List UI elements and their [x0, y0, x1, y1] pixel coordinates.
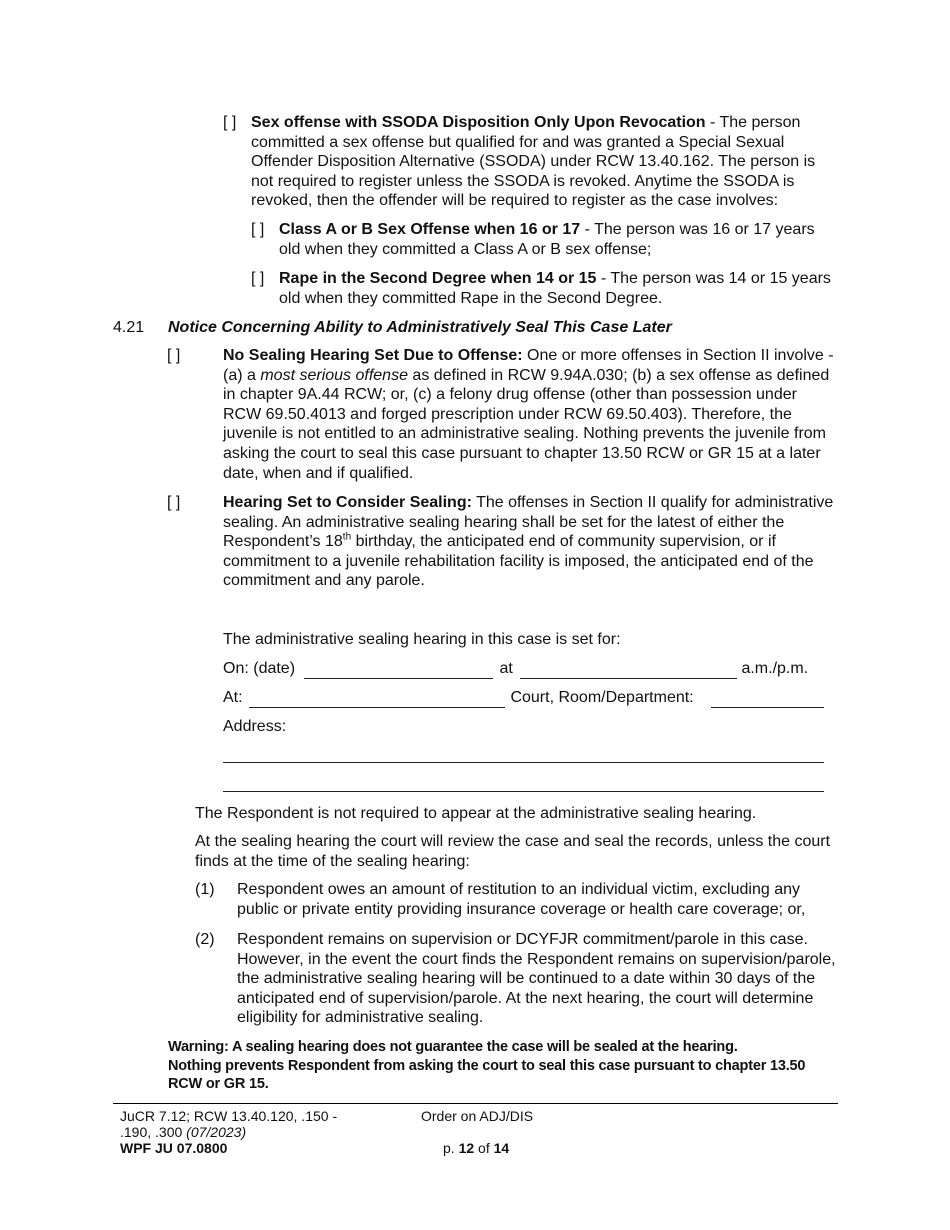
ampm-label: a.m./p.m. — [737, 660, 809, 677]
no-sealing-paragraph — [223, 346, 835, 483]
no-sealing-text-b: as defined in RCW 9.94A.030; (b) a sex offense as defined in chapter 9A.44 RCW; or, (c) a felony drug offense (other than possession under RCW 69.50.4013 and forged prescription under RCW 69.50.403). Therefore, the juvenile is not entitled to an administrative sealing. Nothing prevents the juvenile from asking the court to seal this case pursuant to chapter 13.50 RCW or GR 15 at a later date, when and if qualified. — [223, 366, 830, 482]
page-total: 14 — [493, 1140, 510, 1156]
court-field[interactable] — [249, 688, 505, 708]
page-current: 12 — [458, 1140, 475, 1156]
review-text: At the sealing hearing the court will review the case and seal the records, unless the court finds at the time of the sealing hearing: — [195, 833, 831, 870]
set-for-text: The administrative sealing hearing in this case is set for: — [223, 631, 621, 648]
hearing-set-paragraph — [223, 493, 835, 591]
class-ab-title: Class A or B Sex Offense when 16 or 17 — [279, 221, 581, 238]
section-number: 4.21 — [113, 319, 145, 336]
room-field[interactable] — [711, 688, 824, 708]
room-label: Court, Room/Department: — [506, 689, 699, 706]
hearing-set-sup: th — [342, 531, 352, 543]
rape-second-title: Rape in the Second Degree when 14 or 15 — [279, 270, 597, 287]
address-label: Address: — [223, 718, 287, 735]
condition-2-number: (2) — [195, 931, 215, 948]
footer-rule — [113, 1103, 838, 1104]
ssoda-checkbox[interactable]: [ ] — [223, 114, 237, 131]
page-prefix: p. — [443, 1140, 459, 1156]
rape-second-checkbox[interactable]: [ ] — [251, 270, 265, 287]
warning-line-1: Warning: A sealing hearing does not guarantee the case will be sealed at the hearing. — [168, 1039, 738, 1055]
not-required-text: The Respondent is not required to appear at the administrative sealing hearing. — [195, 805, 757, 822]
footer-rule-line-2 — [120, 1124, 246, 1140]
class-ab-text: - The person was 16 or 17 years old when they committed a Class A or B sex offense; — [279, 221, 815, 258]
class-ab-checkbox[interactable]: [ ] — [251, 221, 265, 238]
footer-page-number — [443, 1140, 509, 1156]
condition-1-number: (1) — [195, 881, 215, 898]
address-line-1[interactable] — [223, 762, 824, 763]
ssoda-paragraph — [251, 113, 836, 211]
no-sealing-em: most serious offense — [260, 366, 408, 384]
date-field[interactable] — [304, 659, 493, 679]
rape-second-text: - The person was 14 or 15 years old when they committed Rape in the Second Degree. — [279, 270, 831, 307]
class-ab-paragraph — [279, 220, 834, 259]
hearing-set-text-a: The offenses in Section II qualify for administrative sealing. An administrative sealing hearing shall be set for the latest of either the Respondent’s 18 — [223, 494, 834, 551]
hearing-set-title: Hearing Set to Consider Sealing: — [223, 494, 472, 511]
footer-rule-ref: .190, .300 — [120, 1124, 187, 1140]
no-sealing-checkbox[interactable]: [ ] — [167, 347, 181, 364]
condition-2-text: Respondent remains on supervision or DCYFJR commitment/parole in this case. However, in the event the court finds the Respondent remains on supervision/parole, the administrative sealing hearing will be continued to a date within 30 days of the anticipated end of supervision/parole. At the next hearing, the court will determine eligibility for administrative sealing. — [237, 931, 836, 1027]
rape-second-paragraph — [279, 269, 834, 308]
warning-line-2: Nothing prevents Respondent from asking the court to seal this case pursuant to chapter 13.50 RCW or GR 15. — [168, 1058, 806, 1092]
footer-rule-line-1: JuCR 7.12; RCW 13.40.120, .150 - — [120, 1108, 338, 1124]
page-of: of — [474, 1140, 494, 1156]
footer-doc-title: Order on ADJ/DIS — [421, 1108, 534, 1124]
address-line-2[interactable] — [223, 791, 824, 792]
footer-form-id: WPF JU 07.0800 — [120, 1140, 228, 1156]
at-time-label: at — [495, 660, 518, 677]
at-court-label: At: — [223, 689, 243, 706]
time-field[interactable] — [520, 659, 737, 679]
no-sealing-text-a: One or more offenses in Section II involve - (a) a — [223, 347, 834, 384]
condition-1-text: Respondent owes an amount of restitution to an individual victim, excluding any public or private entity providing insurance coverage or health care coverage; or, — [237, 881, 806, 918]
ssoda-title: Sex offense with SSODA Disposition Only Upon Revocation — [251, 114, 706, 131]
ssoda-text: - The person committed a sex offense but qualified for and was granted a Special Sexual Offender Disposition Alternative (SSODA) under RCW 13.40.162. The person is not required to register unless the SSODA is revoked. Anytime the SSODA is revoked, then the offender will be required to register as the case involves: — [251, 114, 816, 210]
no-sealing-title: No Sealing Hearing Set Due to Offense: — [223, 347, 523, 364]
hearing-set-text-b: birthday, the anticipated end of community supervision, or if commitment to a juvenile rehabilitation facility is imposed, the anticipated end of the commitment and any parole. — [223, 533, 814, 590]
section-title: Notice Concerning Ability to Administratively Seal This Case Later — [168, 319, 672, 336]
on-date-label: On: (date) — [223, 660, 296, 677]
footer-rule-date: (07/2023) — [186, 1124, 247, 1140]
hearing-set-checkbox[interactable]: [ ] — [167, 494, 181, 511]
